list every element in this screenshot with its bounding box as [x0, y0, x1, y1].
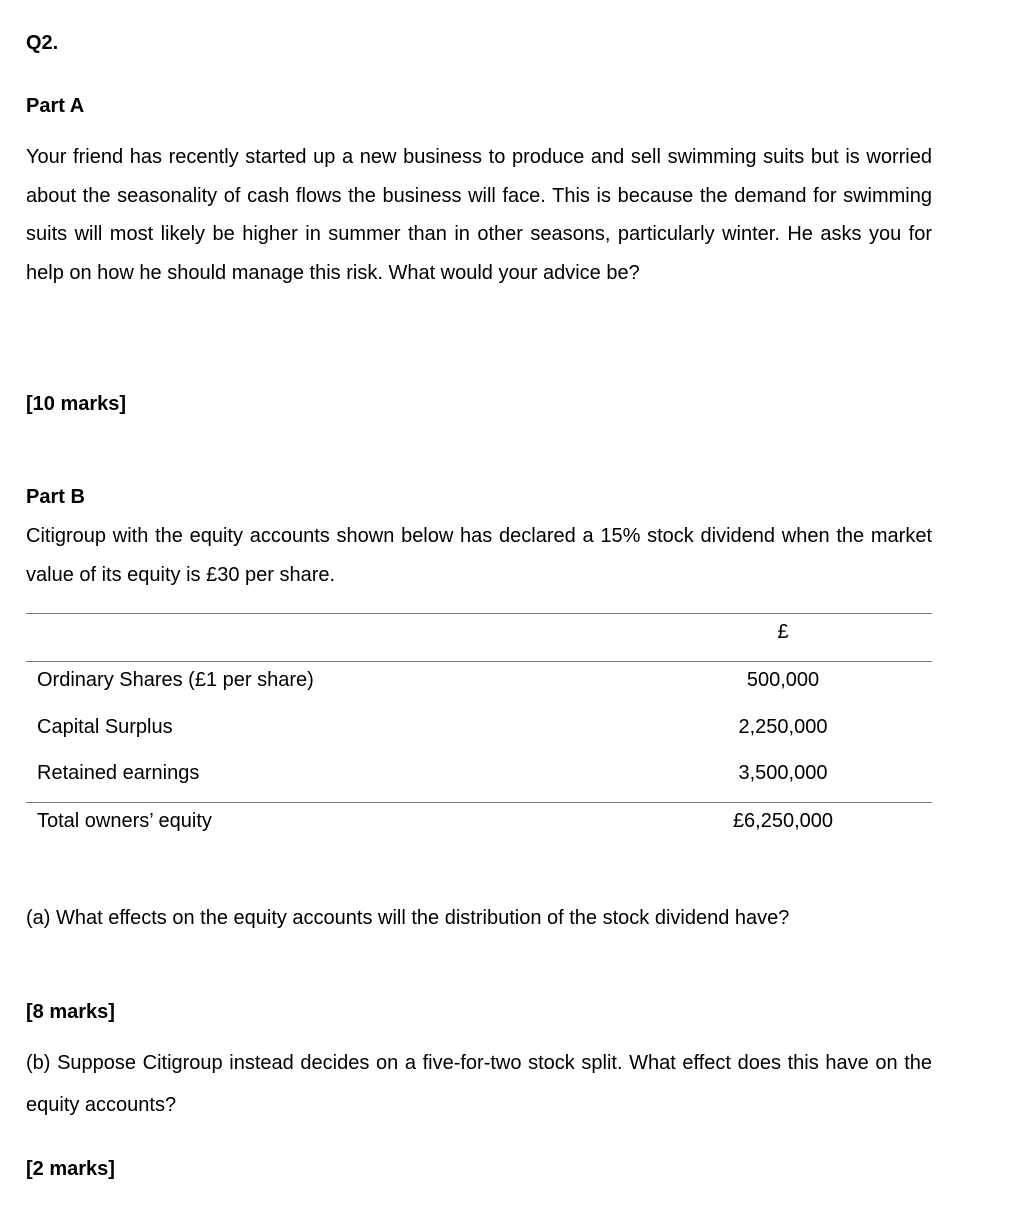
question-number: Q2. [26, 32, 59, 54]
table-header-row [26, 619, 932, 645]
total-value: £6,250,000 [732, 810, 834, 832]
table-header-rule [26, 661, 932, 662]
row-label: Capital Surplus [37, 716, 173, 738]
table-total-rule [26, 802, 932, 803]
part-a-heading: Part A [26, 95, 85, 117]
table-top-rule [26, 613, 932, 614]
row-label: Retained earnings [37, 762, 200, 784]
table-row [26, 667, 932, 693]
row-value: 2,250,000 [738, 716, 828, 738]
table-total-row [26, 808, 932, 834]
total-label: Total owners’ equity [37, 810, 212, 832]
part-a-marks: [10 marks] [26, 393, 127, 415]
table-row [26, 760, 932, 786]
part-b-heading: Part B [26, 486, 85, 508]
row-value: 3,500,000 [738, 762, 828, 784]
question-b-marks: [2 marks] [26, 1158, 115, 1180]
currency-header: £ [777, 621, 789, 643]
part-b-text: Citigroup with the equity accounts shown below has declared a 15% stock dividend when the market value of its equity is £30 per share. [26, 525, 932, 586]
row-value: 500,000 [746, 669, 820, 691]
question-a: (a) What effects on the equity accounts will the distribution of the stock dividend have? [26, 907, 790, 929]
row-label: Ordinary Shares (£1 per share) [37, 669, 314, 691]
part-a-text: Your friend has recently started up a new business to produce and sell swimming suits but is worried about the seasonality of cash flows the business will face. This is because the demand for swimming suits will most likely be higher in summer than in other seasons, particularly winter. He asks you for help on how he should manage this risk. What would your advice be? [26, 146, 932, 284]
question-a-marks: [8 marks] [26, 1001, 115, 1023]
question-b: (b) Suppose Citigroup instead decides on a five-for-two stock split. What effect does this have on the equity accounts? [26, 1052, 932, 1116]
table-row [26, 714, 932, 740]
